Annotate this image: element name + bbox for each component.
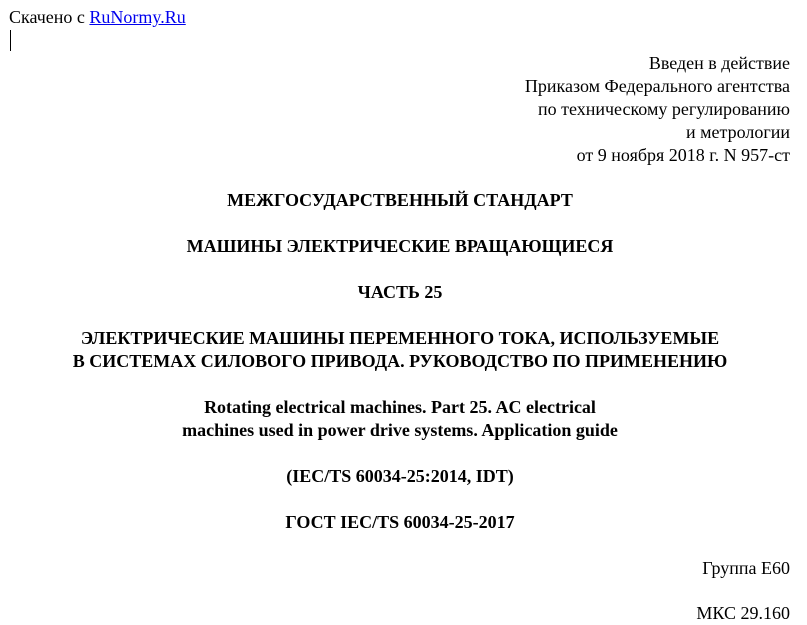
subtitle-heading [0, 327, 800, 373]
iec-reference: (IEC/TS 60034-25:2014, IDT) [286, 466, 514, 486]
main-title-heading: МАШИНЫ ЭЛЕКТРИЧЕСКИЕ ВРАЩАЮЩИЕСЯ [186, 236, 614, 256]
part-heading: ЧАСТЬ 25 [357, 282, 443, 302]
subtitle-line-2: В СИСТЕМАХ СИЛОВОГО ПРИВОДА. РУКОВОДСТВО ПО ПРИМЕНЕНИЮ [72, 351, 728, 371]
standard-type-heading: МЕЖГОСУДАРСТВЕННЫЙ СТАНДАРТ [227, 190, 573, 210]
text-cursor [10, 30, 11, 51]
approval-block [525, 52, 790, 167]
english-title [0, 396, 800, 442]
approval-line: Приказом Федерального агентства [524, 76, 790, 96]
classification-group: Группа Е60 [702, 558, 790, 578]
english-title-line-1: Rotating electrical machines. Part 25. AC electrical [204, 397, 596, 417]
download-source-prefix: Скачено с [9, 7, 90, 27]
download-source-line [9, 6, 186, 29]
gost-reference: ГОСТ IEC/TS 60034-25-2017 [285, 512, 515, 532]
approval-line: Введен в действие [648, 53, 790, 73]
approval-line: по техническому регулированию [537, 99, 790, 119]
runormy-link[interactable]: RuNormy.Ru [89, 7, 186, 27]
approval-line: и метрологии [686, 122, 790, 142]
subtitle-line-1: ЭЛЕКТРИЧЕСКИЕ МАШИНЫ ПЕРЕМЕННОГО ТОКА, ИСПОЛЬЗУЕМЫЕ [80, 328, 720, 348]
approval-line: от 9 ноября 2018 г. N 957-ст [576, 145, 790, 165]
classification-mks: МКС 29.160 [696, 603, 790, 623]
english-title-line-2: machines used in power drive systems. Application guide [182, 420, 618, 440]
